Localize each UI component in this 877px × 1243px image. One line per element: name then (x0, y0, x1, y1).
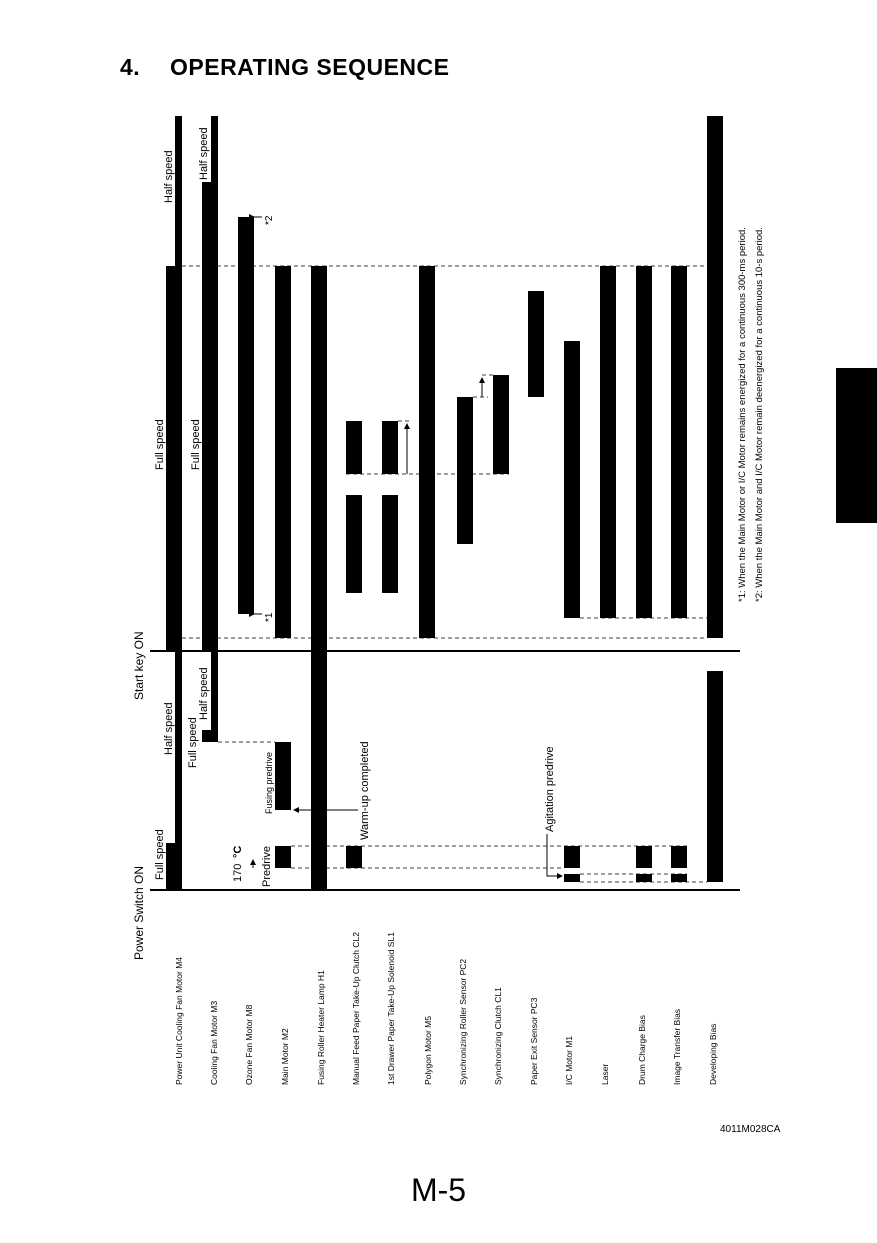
timing-bar (238, 217, 254, 614)
footnote-1: *1: When the Main Motor or I/C Motor remains energized for a continuous 300-ms period. (737, 227, 748, 602)
timing-bar (175, 116, 182, 266)
speed-label: Full speed (154, 419, 166, 470)
row-label: Image Transfer Bias (672, 1008, 682, 1085)
timing-bar (636, 874, 652, 882)
row-label: I/C Motor M1 (564, 1035, 574, 1085)
speed-label: Half speed (163, 702, 175, 755)
timing-bar (202, 182, 218, 651)
row-label: Laser (600, 1063, 610, 1085)
timing-bar (419, 266, 435, 638)
row-label: Ozone Fan Motor M8 (244, 1004, 254, 1085)
timing-bar (671, 266, 687, 618)
speed-label: Half speed (198, 127, 210, 180)
timing-bar (564, 846, 580, 868)
power-switch-on-label: Power Switch ON (132, 865, 146, 960)
timing-bar (166, 843, 182, 890)
timing-bar (275, 846, 291, 868)
speed-label: Half speed (198, 667, 210, 720)
row-label: Fusing Roller Heater Lamp H1 (316, 970, 326, 1085)
row-label: Synchronizing Roller Sensor PC2 (458, 958, 468, 1085)
document-code: 4011M028CA (720, 1124, 781, 1135)
row-label: Drum Charge Bias (637, 1015, 647, 1085)
note-mark-2: *2 (264, 215, 275, 225)
note-mark-1: *1 (264, 612, 275, 622)
timing-bar (311, 266, 327, 890)
temperature-unit: °C (232, 845, 244, 858)
timing-bar (671, 874, 687, 882)
row-label: Manual Feed Paper Take-Up Clutch CL2 (351, 932, 361, 1085)
timing-bar (346, 495, 362, 593)
predrive-label: Predrive (261, 846, 273, 887)
timing-bar (600, 266, 616, 618)
row-label: Synchronizing Clutch CL1 (493, 987, 503, 1085)
row-label: 1st Drawer Paper Take-Up Solenoid SL1 (386, 932, 396, 1085)
timing-bar (707, 116, 723, 638)
speed-label: Full speed (190, 419, 202, 470)
timing-bar (457, 397, 473, 544)
timing-bar (211, 116, 218, 182)
page-number: M-5 (410, 1172, 467, 1208)
timing-bar (636, 266, 652, 618)
row-label: Paper Exit Sensor PC3 (529, 997, 539, 1085)
timing-bar (564, 341, 580, 618)
row-label: Developing Bias (708, 1023, 718, 1085)
speed-label: Half speed (163, 150, 175, 203)
timing-bar (211, 651, 218, 730)
timing-bar (564, 874, 580, 882)
section-title: OPERATING SEQUENCE (170, 54, 450, 80)
timing-bar (166, 266, 182, 651)
speed-label: Full speed (154, 829, 166, 880)
timing-bar (528, 291, 544, 397)
timing-bar (636, 846, 652, 868)
timing-bar (202, 730, 218, 742)
row-labels (174, 932, 718, 1085)
section-number: 4. (120, 54, 141, 80)
start-key-on-label: Start key ON (132, 631, 146, 700)
fusing-predrive-label: Fusing predrive (264, 751, 274, 814)
timing-bar (493, 375, 509, 474)
timing-bar (707, 671, 723, 882)
timing-bar (382, 421, 398, 474)
timing-bar (671, 846, 687, 868)
timing-bar (382, 495, 398, 593)
row-label: Power Unit Cooling Fan Motor M4 (174, 956, 184, 1085)
row-label: Main Motor M2 (280, 1028, 290, 1085)
row-label: Cooling Fan Motor M3 (209, 1000, 219, 1085)
agitation-arrow (547, 834, 562, 876)
timing-bar (275, 266, 291, 638)
footnote-2: *2: When the Main Motor and I/C Motor remain deenergized for a continuous 10-s period. (754, 227, 765, 602)
row-label: Polygon Motor M5 (423, 1016, 433, 1085)
speed-label: Full speed (187, 717, 199, 768)
temperature-value: 170 (232, 863, 244, 882)
timing-bar (275, 742, 291, 810)
timing-bar (346, 421, 362, 474)
warm-up-completed-label: Warm-up completed (359, 741, 371, 840)
dashed-guides (182, 266, 707, 882)
temperature-label (232, 846, 244, 882)
timing-bar (346, 846, 362, 868)
timing-bar (175, 651, 182, 843)
agitation-predrive-label: Agitation predrive (544, 746, 556, 832)
